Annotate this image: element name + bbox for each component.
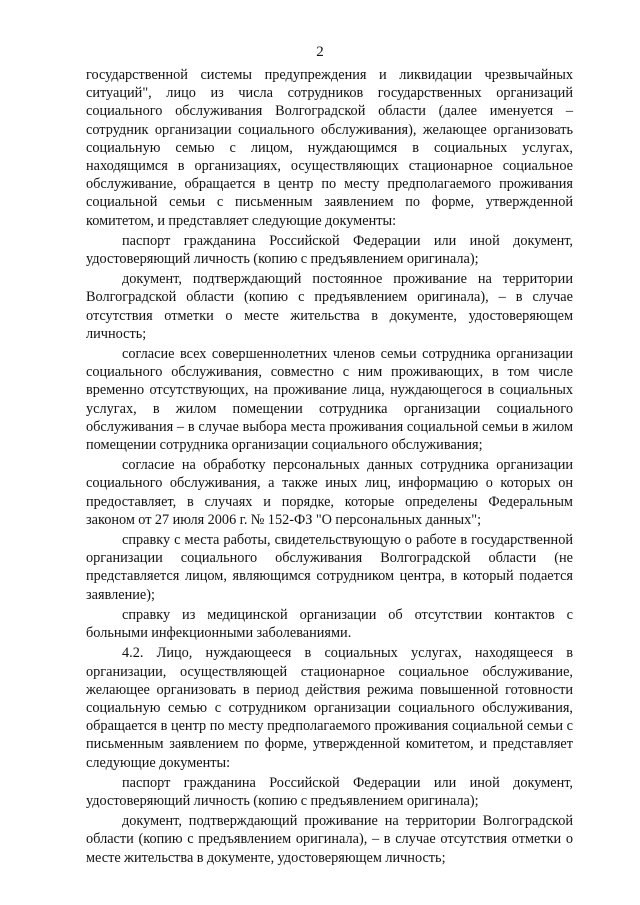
paragraph-section-4-2: 4.2. Лицо, нуждающееся в социальных услугах, находящееся в организации, осуществляющей стационарное социальное обслуживание, желающее организовать в период действия режима повышенной готовности социальную семью с сотрудником организации социального обслуживания, обращается в центр по месту предполагаемого проживания социальной семьи с письменным заявлением по форме, утвержденной комитетом, и представляет следующие документы:	[86, 645, 573, 771]
paragraph-employment-certificate: справку с места работы, свидетельствующую о работе в государственной организации социального обслуживания Волгоградской области (не представляется лицом, являющимся сотрудником центра, в который подается заявление);	[86, 532, 573, 603]
document-body	[86, 66, 573, 867]
paragraph-passport-2: паспорт гражданина Российской Федерации или иной документ, удостоверяющий личность (копию с предъявлением оригинала);	[86, 774, 573, 809]
page-number: 2	[316, 44, 324, 60]
paragraph-residence-document: документ, подтверждающий постоянное проживание на территории Волгоградской области (копию с предъявлением оригинала), – в случае отсутствия отметки о месте жительства в документе, удостоверяющем личность;	[86, 271, 573, 342]
paragraph-medical-certificate: справку из медицинской организации об отсутствии контактов с больными инфекционными заболеваниями.	[86, 606, 573, 642]
paragraph-personal-data-consent: согласие на обработку персональных данных сотрудника организации социального обслуживания, а также иных лиц, информацию о которых он предоставляет, в случаях и порядке, которые определены Федеральным законом от 27 июля 2006 г. № 152-ФЗ "О персональных данных";	[86, 457, 573, 528]
paragraph-continuation: государственной системы предупреждения и ликвидации чрезвычайных ситуаций", лицо из числа сотрудников государственных организаций социального обслуживания Волгоградской области (далее именуется – сотрудник организации социального обслуживания), желающее организовать социальную семью с лицом, нуждающимся в социальных услугах, находящимся в организациях, осуществляющих стационарное социальное обслуживание, обращается в центр по месту предполагаемого проживания социальной семьи с письменным заявлением по форме, утвержденной комитетом, и представляет следующие документы:	[86, 67, 573, 229]
paragraph-passport: паспорт гражданина Российской Федерации или иной документ, удостоверяющий личность (копию с предъявлением оригинала);	[86, 232, 573, 268]
paragraph-residence-document-2: документ, подтверждающий проживание на территории Волгоградской области (копию с предъявлением оригинала), – в случае отсутствия отметки о месте жительства в документе, удостоверяющем личность;	[86, 813, 573, 866]
paragraph-family-consent: согласие всех совершеннолетних членов семьи сотрудника организации социального обслуживания, совместно с ним проживающих, в том числе временно отсутствующих, на проживание лица, нуждающегося в социальных услугах, в жилом помещении сотрудника организации социального обслуживания – в случае выбора места проживания социальной семьи в жилом помещении сотрудника организации социального обслуживания;	[86, 346, 573, 454]
